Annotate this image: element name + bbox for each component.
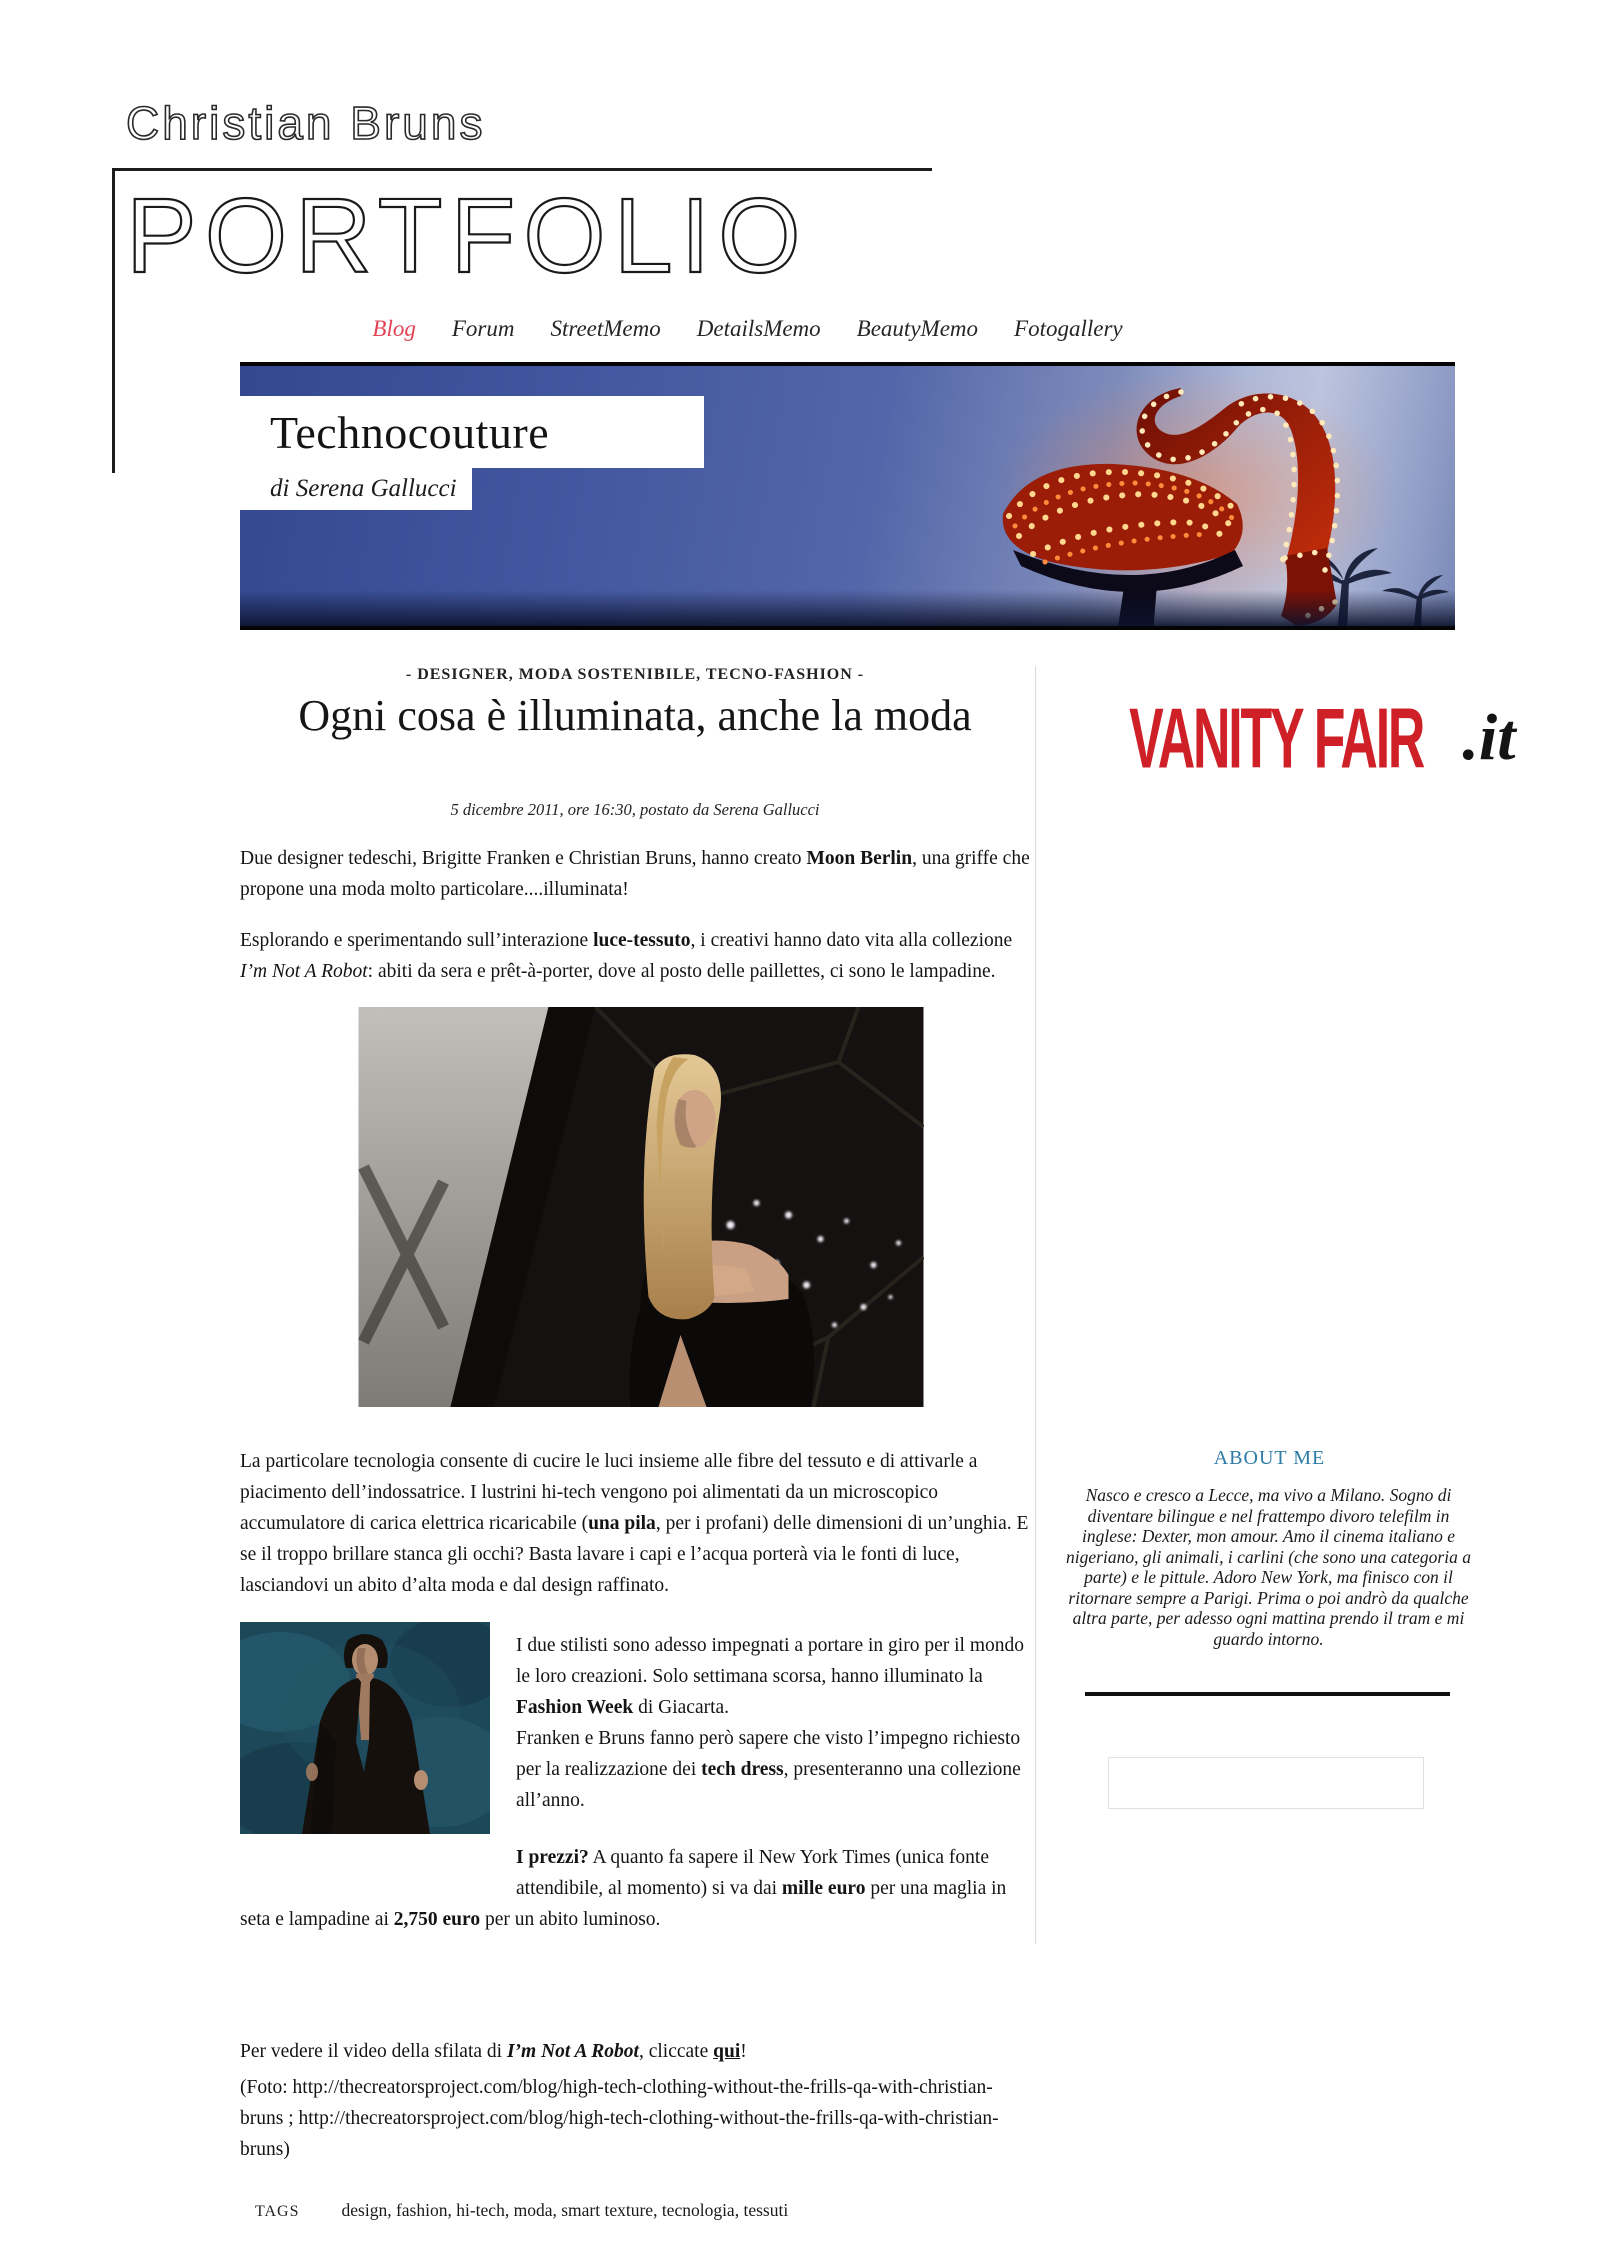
text-run: una pila (588, 1513, 656, 1534)
text-run: , una griffe che propone una moda molto particolare....illuminata! (240, 848, 1030, 900)
text-run: I’m Not A Robot (506, 2041, 639, 2062)
tag-link[interactable]: smart texture (561, 2200, 654, 2220)
banner-byline-box (240, 468, 472, 510)
text-run: per un abito luminoso. (480, 1909, 661, 1930)
nav-item-streetmemo[interactable]: StreetMemo (550, 316, 661, 341)
text-run: ! (740, 2041, 747, 2062)
text-run: I prezzi? (516, 1847, 589, 1868)
article-dateline: 5 dicembre 2011, ore 16:30, postato da Serena Gallucci (450, 800, 820, 819)
masthead-horizontal-rule (112, 168, 932, 171)
nav-item-detailsmemo[interactable]: DetailsMemo (696, 316, 821, 341)
text-run: La particolare tecnologia consente di cucire le luci insieme alle fibre del tessuto e di attivarle a piacimento dell’indossatrice. I lustrini hi-tech vengono poi alimentati da un microscopico accumulatore di carica elettrica ricaricabile ( (240, 1451, 978, 1534)
text-run: Fashion Week (516, 1697, 634, 1718)
article-paragraph (240, 1446, 1030, 1601)
text-run: , presenteranno una collezione all’anno. (516, 1759, 1021, 1811)
about-me-text: Nasco e cresco a Lecce, ma vivo a Milano. Sogno di diventare bilingue e nel frattempo divoro telefilm in inglese: Dexter, mon amour. Amo il cinema italiano e nigeriano, gli animali, i carlini (che sono una categoria a parte) e le pittule. Adoro New York, ma finisco con il ritornare sempre a Parigi. Prima o poi andrò da qualche altra parte, per adesso ogni mattina prendo il tram e mi guardo intorno. (1066, 1485, 1471, 1649)
article-section-stilisti (240, 1622, 1030, 1935)
text-run: : abiti da sera e prêt-à-porter, dove al posto delle paillettes, ci sono le lampadine. (367, 961, 996, 982)
vanityfair-logo[interactable] (1072, 691, 1516, 787)
column-separator (1035, 666, 1036, 1944)
text-run: Esplorando e sperimentando sull’interazione (240, 930, 594, 951)
tag-link[interactable]: hi-tech (456, 2200, 505, 2220)
nav-item-beautymemo[interactable]: BeautyMemo (856, 316, 979, 341)
tags-list: design, fashion, hi-tech, moda, smart texture, tecnologia, tessuti (341, 2200, 789, 2220)
article-photo-model-tunnel (358, 1007, 924, 1407)
text-run: , per i profani) delle dimensioni di un’unghia. E se il troppo brillare stanca gli occhi? Basta lavare i capi e l’acqua porterà via le fonti di luce, lasciandovi un abito d’alta moda e dal design raffinato. (240, 1513, 1029, 1596)
site-name[interactable]: Christian Bruns (126, 97, 486, 149)
text-run: luce-tessuto (593, 930, 691, 951)
article-paragraph (240, 925, 1030, 987)
blog-header-banner (240, 362, 1455, 630)
banner-byline: di Serena Gallucci (270, 475, 457, 502)
search-input[interactable] (1108, 1757, 1424, 1809)
text-run: mille euro (781, 1878, 866, 1899)
nav-item-forum[interactable]: Forum (451, 316, 515, 341)
qui-link[interactable]: qui (713, 2041, 741, 2062)
text-run: , i creativi hanno dato vita alla collezione (690, 930, 1013, 951)
article-paragraph-photo-credits (240, 2072, 1030, 2165)
about-me-heading: ABOUT ME (1213, 1447, 1326, 1469)
tags-label: TAGS (255, 2203, 300, 2220)
sidebar-divider (1085, 1692, 1450, 1696)
banner-title-box (240, 396, 704, 468)
text-run: Moon Berlin (806, 848, 913, 869)
text-run: (Foto: http://thecreatorsproject.com/blog/high-tech-clothing-without-the-frills-qa-with-christian-bruns ; http://thecreatorsproject.com/blog/high-tech-clothing-without-the-frills-qa-with-christian-bruns) (240, 2077, 999, 2160)
article-paragraph (240, 1842, 1030, 1935)
nav-item-fotogallery[interactable]: Fotogallery (1014, 316, 1123, 341)
tag-link[interactable]: tessuti (743, 2200, 789, 2220)
text-run: , cliccate (638, 2041, 714, 2062)
banner-bottom-shade (240, 590, 1455, 626)
article-title: Ogni cosa è illuminata, anche la moda (298, 691, 972, 740)
text-run: di Giacarta. (633, 1697, 730, 1718)
text-run: 2,750 euro (393, 1909, 481, 1930)
site-title-logo[interactable]: PORTFOLIO (126, 177, 809, 295)
article-category[interactable]: - DESIGNER, MODA SOSTENIBILE, TECNO-FASHION - (405, 666, 865, 683)
text-run: per una maglia in seta e lampadine ai (240, 1878, 1007, 1930)
nav-item-blog[interactable]: Blog (372, 316, 416, 341)
main-nav (140, 316, 1355, 342)
text-run: A quanto fa sapere il New York Times (unica fonte attendibile, al momento) si va dai (516, 1847, 989, 1899)
vanityfair-logo-it: .it (1462, 701, 1516, 774)
tag-link[interactable]: fashion (395, 2200, 448, 2220)
tags-row (255, 2200, 1045, 2221)
article-photo-runway-model (240, 1622, 490, 1834)
text-run: Due designer tedeschi, Brigitte Franken e Christian Bruns, hanno creato (240, 848, 807, 869)
text-run: tech dress (701, 1759, 784, 1780)
text-run: Per vedere il video della sfilata di (240, 2041, 507, 2062)
text-run: Franken e Bruns fanno però sapere che visto l’impegno richiesto per la realizzazione dei (516, 1728, 1021, 1780)
banner-title: Technocouture (270, 406, 550, 458)
article-paragraph (240, 843, 1030, 905)
article-paragraph-video-link (240, 2036, 1030, 2067)
vanityfair-logo-red: VANITY FAIR (1129, 691, 1424, 787)
text-run: I’m Not A Robot (240, 961, 368, 982)
text-run: I due stilisti sono adesso impegnati a portare in giro per il mondo le loro creazioni. Solo settimana scorsa, hanno illuminato la (516, 1635, 1024, 1687)
tag-link[interactable]: moda (513, 2200, 553, 2220)
tag-link[interactable]: design (341, 2200, 388, 2220)
masthead-vertical-rule (112, 168, 115, 473)
tag-link[interactable]: tecnologia (661, 2200, 735, 2220)
